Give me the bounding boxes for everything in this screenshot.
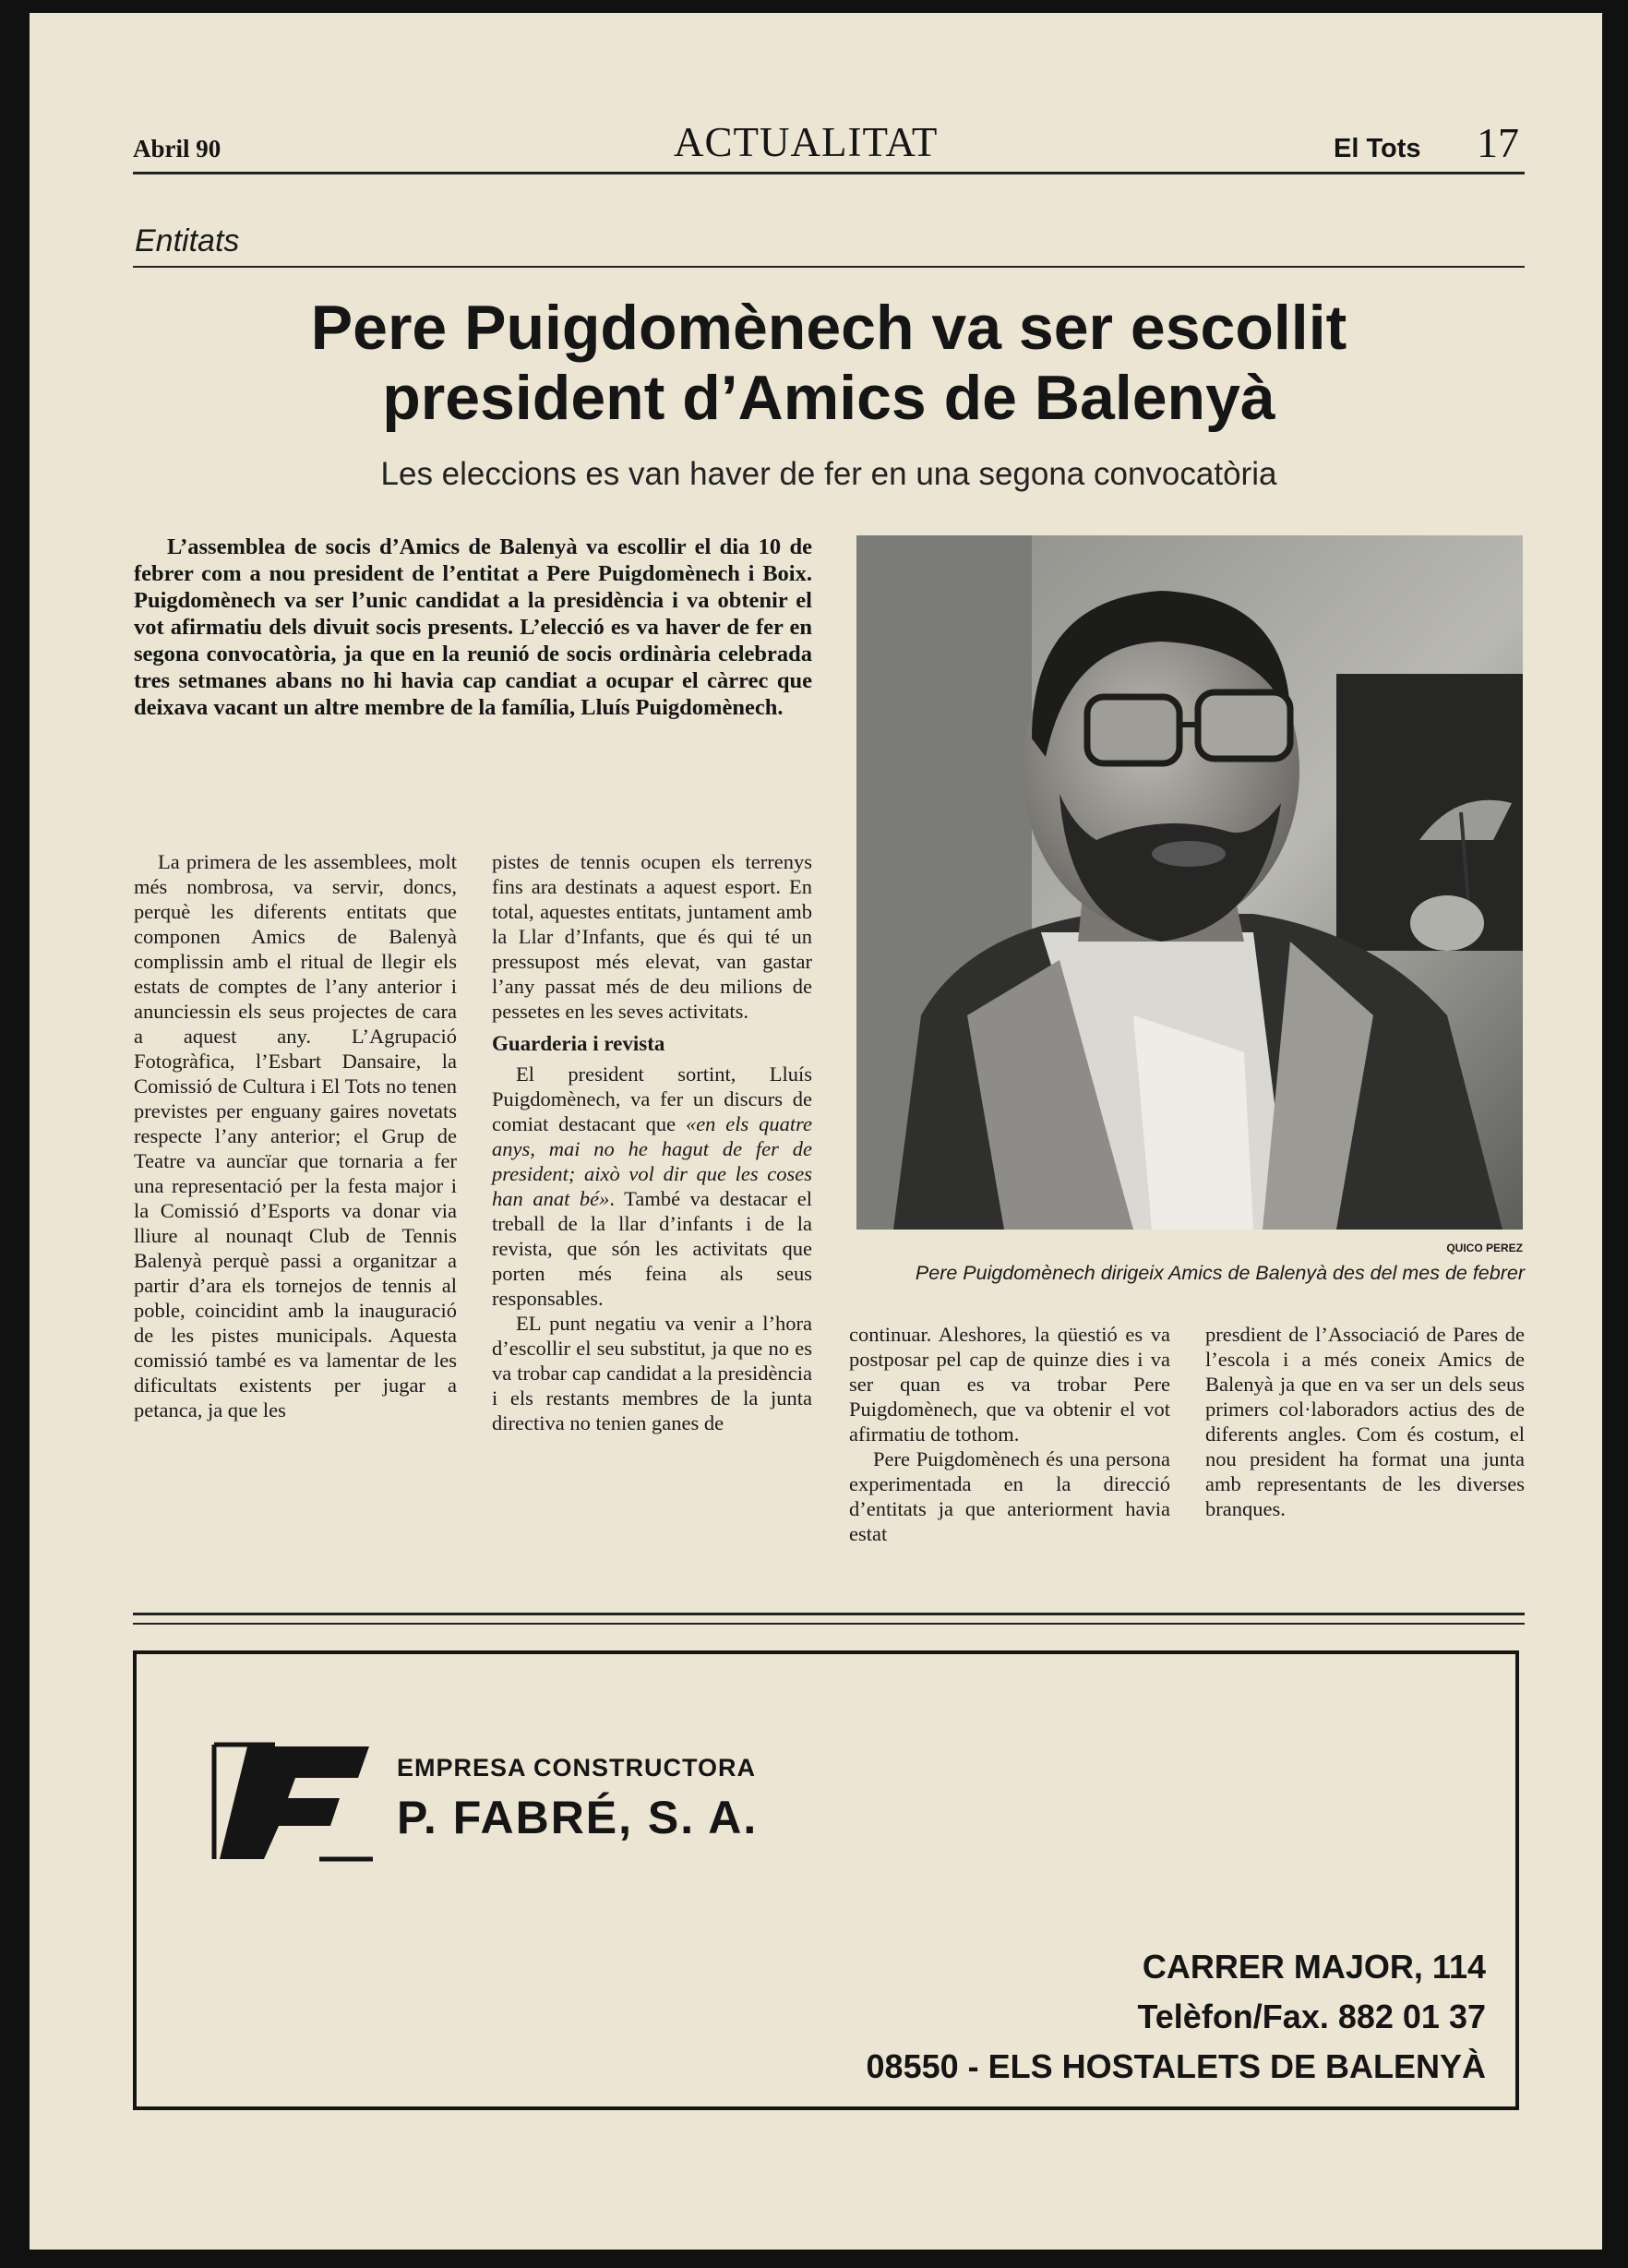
article-bottom-rule-2: [133, 1623, 1525, 1625]
article-column-4: [1205, 1322, 1525, 1521]
header-rule: [133, 172, 1525, 174]
article-subtitle: Les eleccions es van haver de fer en una segona convocatòria: [380, 456, 1277, 492]
column-2-paragraph-3: EL punt negatiu va venir a l’hora d’escollir el seu substitut, ja que no es va trobar cap candidat a la presidència i els restants membres de la junta directiva no tenien ganes de: [492, 1312, 812, 1434]
article-lead: L’assemblea de socis d’Amics de Balenyà va escollir el dia 10 de febrer com a nou president de l’entitat a Pere Puigdomènech i Boix. Puigdomènech va ser l’unic candidat a la presidència i va obtenir el vot afirmatiu dels divuit socis presents. L’elecció es va haver de fer en segona convocatòria, ja que en la reunió de socis ordinària celebrada tres setmanes abans no hi havia cap candiat a ocupar el càrrec que deixava vacant un altre membre de la família, Lluís Puigdomènech.: [134, 534, 812, 720]
photo-caption: Pere Puigdomènech dirigeix Amics de Balenyà des del mes de febrer: [915, 1262, 1525, 1284]
article-column-1: [134, 849, 457, 1422]
issue-date: Abril 90: [133, 135, 221, 162]
article-bottom-rule-1: [133, 1613, 1525, 1615]
category-rule: [133, 266, 1525, 268]
article-column-2: [492, 849, 812, 1435]
advertisement-box: [133, 1650, 1519, 2110]
company-address: CARRER MAJOR, 114: [1142, 1948, 1486, 1986]
section-title: ACTUALITAT: [674, 119, 939, 165]
column-2-paragraph-2-text: El president sortint, Lluís Puigdomènech, va fer un discurs de comiat destacant que: [492, 1062, 812, 1135]
article-column-3: [849, 1322, 1170, 1546]
company-logo-icon: [210, 1741, 377, 1865]
column-2-subhead: Guarderia i revista: [492, 1032, 665, 1055]
company-city: 08550 - ELS HOSTALETS DE BALENYÀ: [866, 2047, 1486, 2085]
company-type: EMPRESA CONSTRUCTORA: [397, 1754, 757, 1782]
page-number: 17: [1477, 119, 1519, 166]
category-label: Entitats: [135, 223, 240, 258]
company-phone: Telèfon/Fax. 882 01 37: [1137, 1998, 1486, 2035]
column-4-paragraph: presdient de l’Associació de Pares de l’escola i a més coneix Amics de Balenyà ja que en va ser un dels seus primers col·laboradors actius des de diferents angles. Com és costum, el nou president ha format una junta amb representants de les diverses branques.: [1205, 1323, 1525, 1520]
article-title-line1: Pere Puigdomènech va ser escollit: [310, 293, 1347, 363]
column-3-paragraph-2: Pere Puigdomènech és una persona experimentada en la direcció d’entitats ja que anteriorment havia estat: [849, 1447, 1170, 1545]
column-2-paragraph-2: [492, 1062, 812, 1311]
column-2-paragraph-2-text-end: . També va destacar el treball de la llar d’infants i de la revista, que són les activitats que porten més feina als seus responsables.: [492, 1187, 812, 1310]
portrait-photo: [856, 535, 1523, 1230]
photo-credit: QUICO PEREZ: [1446, 1242, 1523, 1254]
publication-name: El Tots: [1334, 134, 1421, 163]
company-name: P. FABRÉ, S. A.: [397, 1792, 759, 1843]
president-quote: «en els quatre anys, mai no he hagut de fer de president; això vol dir que les coses han anat bé»: [492, 1112, 813, 1210]
column-2-paragraph-1: pistes de tennis ocupen els terrenys fins ara destinats a aquest esport. En total, aquestes entitats, juntament amb la Llar d’Infants, que és qui té un pressupost més elevat, van gastar l’any passat més de deu milions de pessetes en les seves activitats.: [492, 850, 812, 1023]
portrait-photo-drawing: [856, 535, 1523, 1230]
article-title-line2: president d’Amics de Balenyà: [382, 363, 1275, 433]
column-3-paragraph-1: continuar. Aleshores, la qüestió es va postposar pel cap de quinze dies i va ser quan es va trobar Pere Puigdomènech, que va obtenir el vot afirmatiu de tothom.: [849, 1323, 1170, 1446]
column-1-paragraph: La primera de les assemblees, molt més nombrosa, va servir, doncs, perquè les diferents entitats que componen Amics de Balenyà complissin amb el ritual de llegir els estats de comptes de l’any anterior i anunciessin els seus projectes de cara a aquest any. L’Agrupació Fotogràfica, l’Esbart Dansaire, la Comissió de Cultura i El Tots no tenen previstes per enguany gaires novetats respecte l’any anterior; el Grup de Teatre va auncïar que tornaria a fer una representació per la festa major i la Comissió d’Esports va donar via lliure al nounaqt Club de Tennis Balenyà perquè passi a organitzar a partir d’ara els tornejos de tennis al poble, coincidint amb la inauguració de les pistes municipals. Aquesta comissió també es va lamentar de les dificultats existents per jugar a petanca, ja que les: [134, 850, 457, 1422]
